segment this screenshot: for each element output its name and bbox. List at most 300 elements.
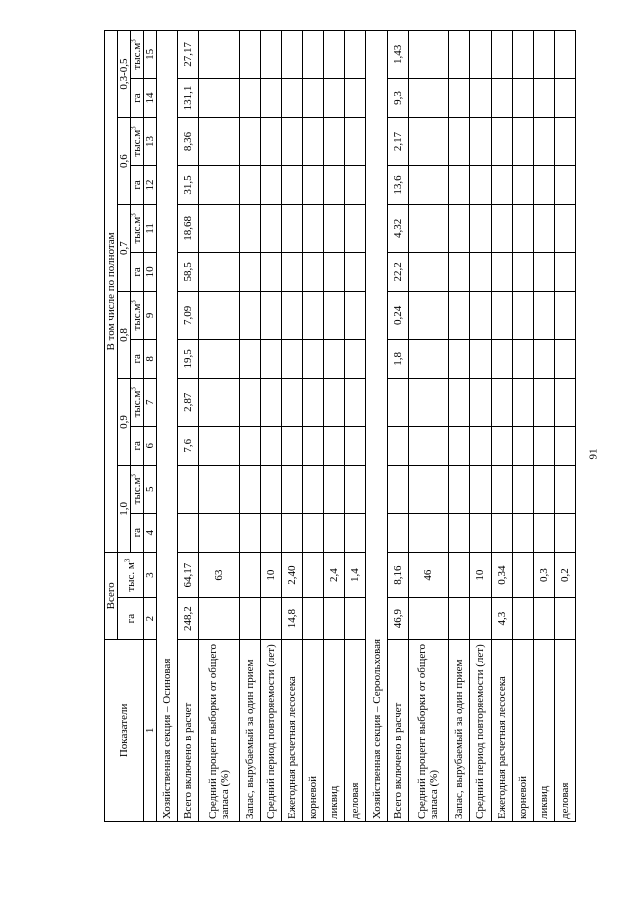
- table-cell: 0,3: [533, 552, 554, 598]
- header-unit-ha: га: [131, 426, 144, 465]
- table-cell: [345, 339, 366, 378]
- table-cell: [239, 252, 260, 291]
- unit-text: тыс.м: [131, 216, 143, 244]
- column-number: 10: [144, 252, 157, 291]
- table-cell: [282, 205, 303, 253]
- table-cell: [260, 598, 281, 639]
- table-cell: 248,2: [178, 598, 199, 639]
- column-number: 8: [144, 339, 157, 378]
- table-cell: [449, 31, 470, 79]
- table-cell: [512, 118, 533, 166]
- table-cell: [303, 78, 324, 117]
- table-cell: [282, 165, 303, 204]
- header-total: Всего: [105, 552, 118, 639]
- table-cell: [324, 465, 345, 513]
- table-cell: 2,87: [178, 378, 199, 426]
- table-cell: [408, 598, 449, 639]
- table-cell: [512, 292, 533, 340]
- table-cell: [178, 465, 199, 513]
- column-number: 14: [144, 78, 157, 117]
- table-cell: [260, 465, 281, 513]
- unit-superscript: 3: [129, 213, 138, 217]
- table-cell: [239, 378, 260, 426]
- table-cell: [345, 513, 366, 552]
- row-label: Средний период повторяемости (лет): [260, 639, 281, 821]
- table-cell: [239, 78, 260, 117]
- unit-superscript: 3: [122, 558, 131, 563]
- table-cell: [449, 426, 470, 465]
- table-cell: [178, 513, 199, 552]
- column-number: 5: [144, 465, 157, 513]
- table-cell: [199, 78, 240, 117]
- table-cell: [449, 78, 470, 117]
- row-label: Всего включено в расчет: [178, 639, 199, 821]
- header-density-0: 1,0: [118, 465, 131, 552]
- table-cell: [239, 552, 260, 598]
- table-cell: [470, 339, 491, 378]
- table-cell: [512, 205, 533, 253]
- table-cell: [260, 165, 281, 204]
- row-label: корневой: [303, 639, 324, 821]
- row-label: ликвид: [533, 639, 554, 821]
- table-cell: [303, 31, 324, 79]
- unit-text: тыс.м: [131, 42, 143, 70]
- column-number: 12: [144, 165, 157, 204]
- table-cell: [512, 598, 533, 639]
- table-cell: [260, 292, 281, 340]
- table-cell: [345, 378, 366, 426]
- unit-superscript: 3: [129, 474, 138, 478]
- table-cell: 46,9: [387, 598, 408, 639]
- unit-superscript: 3: [129, 300, 138, 304]
- header-by-density: В том числе по полнотам: [105, 31, 118, 553]
- table-cell: [345, 205, 366, 253]
- table-cell: 10: [260, 552, 281, 598]
- table-cell: [512, 78, 533, 117]
- table-cell: [408, 339, 449, 378]
- table-cell: 46: [408, 552, 449, 598]
- unit-text: тыс.м: [131, 390, 143, 418]
- header-density-2: 0,8: [118, 292, 131, 379]
- table-cell: [199, 513, 240, 552]
- header-unit-volume: [131, 31, 144, 79]
- table-cell: [303, 426, 324, 465]
- table-cell: [512, 513, 533, 552]
- table-cell: 14,8: [282, 598, 303, 639]
- header-indicator: Показатели: [105, 639, 144, 821]
- table-cell: [303, 598, 324, 639]
- table-cell: [282, 513, 303, 552]
- table-cell: [303, 252, 324, 291]
- table-cell: 10: [470, 552, 491, 598]
- table-cell: [239, 465, 260, 513]
- table-cell: [324, 31, 345, 79]
- table-cell: [408, 465, 449, 513]
- table-cell: [324, 292, 345, 340]
- row-label: корневой: [512, 639, 533, 821]
- table-cell: [282, 118, 303, 166]
- table-cell: [470, 118, 491, 166]
- table-cell: [533, 426, 554, 465]
- table-cell: [512, 426, 533, 465]
- table-cell: [470, 598, 491, 639]
- table-cell: [449, 598, 470, 639]
- section-title: Хозяйственная секция – Сероольховая: [366, 31, 387, 822]
- table-cell: [324, 118, 345, 166]
- table-cell: [491, 165, 512, 204]
- section-row: [157, 31, 178, 822]
- table-cell: [554, 426, 575, 465]
- table-cell: [408, 292, 449, 340]
- table-cell: [491, 252, 512, 291]
- column-number: 1: [144, 639, 157, 821]
- table-cell: [324, 252, 345, 291]
- header-unit-ha: га: [131, 252, 144, 291]
- table-cell: 31,5: [178, 165, 199, 204]
- table-cell: [345, 598, 366, 639]
- column-number: 13: [144, 118, 157, 166]
- table-cell: [303, 118, 324, 166]
- table-cell: [282, 378, 303, 426]
- table-cell: [491, 465, 512, 513]
- table-cell: [470, 31, 491, 79]
- table-cell: [324, 205, 345, 253]
- table-cell: [239, 292, 260, 340]
- table-cell: [324, 426, 345, 465]
- table-cell: [260, 339, 281, 378]
- table-cell: [491, 339, 512, 378]
- table-cell: [282, 426, 303, 465]
- table-cell: [199, 426, 240, 465]
- table-row: [408, 31, 449, 822]
- column-number: 11: [144, 205, 157, 253]
- table-cell: 1,4: [345, 552, 366, 598]
- table-cell: [239, 118, 260, 166]
- row-label: Запас, вырубаемый за один прием: [239, 639, 260, 821]
- table-cell: [533, 205, 554, 253]
- table-row: [178, 31, 199, 822]
- table-cell: [554, 598, 575, 639]
- unit-superscript: 3: [129, 39, 138, 43]
- table-cell: [239, 513, 260, 552]
- table-cell: [324, 339, 345, 378]
- table-cell: [533, 252, 554, 291]
- column-number: 9: [144, 292, 157, 340]
- table-cell: [324, 165, 345, 204]
- table-cell: 0,24: [387, 292, 408, 340]
- table-row: [470, 31, 491, 822]
- table-cell: [239, 31, 260, 79]
- header-density-3: 0,7: [118, 205, 131, 292]
- table-cell: [408, 118, 449, 166]
- row-label: деловая: [345, 639, 366, 821]
- table-row: [239, 31, 260, 822]
- table-cell: [303, 552, 324, 598]
- table-cell: 2,40: [282, 552, 303, 598]
- unit-superscript: 3: [129, 387, 138, 391]
- table-cell: 2,17: [387, 118, 408, 166]
- table-cell: [491, 205, 512, 253]
- table-cell: [491, 292, 512, 340]
- table-cell: [239, 426, 260, 465]
- table-cell: [282, 252, 303, 291]
- table-cell: [408, 31, 449, 79]
- table-cell: [449, 118, 470, 166]
- header-unit-volume: [131, 465, 144, 513]
- table-cell: [512, 465, 533, 513]
- table-cell: [512, 165, 533, 204]
- header-unit-volume: [131, 118, 144, 166]
- table-cell: 58,5: [178, 252, 199, 291]
- table-cell: 8,36: [178, 118, 199, 166]
- header-unit-volume: [131, 378, 144, 426]
- table-cell: [345, 252, 366, 291]
- table-cell: [324, 378, 345, 426]
- table-cell: [282, 31, 303, 79]
- table-cell: [303, 513, 324, 552]
- table-cell: [282, 78, 303, 117]
- row-label: Всего включено в расчет: [387, 639, 408, 821]
- table-cell: [303, 292, 324, 340]
- table-cell: 1,43: [387, 31, 408, 79]
- column-number: 4: [144, 513, 157, 552]
- header-density-5: 0,3-0,5: [118, 31, 131, 118]
- table-cell: [533, 598, 554, 639]
- table-cell: [199, 31, 240, 79]
- table-cell: [345, 165, 366, 204]
- header-total-volume: [118, 552, 144, 598]
- table-cell: [408, 426, 449, 465]
- table-cell: [449, 465, 470, 513]
- table-cell: [282, 292, 303, 340]
- table-cell: 9,3: [387, 78, 408, 117]
- header-density-4: 0,6: [118, 118, 131, 205]
- table-cell: [260, 78, 281, 117]
- table-cell: [533, 339, 554, 378]
- table-cell: [199, 339, 240, 378]
- table-cell: 0,2: [554, 552, 575, 598]
- table-cell: [408, 513, 449, 552]
- table-cell: [449, 165, 470, 204]
- table-cell: [260, 252, 281, 291]
- table-cell: [533, 292, 554, 340]
- table-cell: 4,3: [491, 598, 512, 639]
- table-cell: [449, 513, 470, 552]
- table-cell: [408, 252, 449, 291]
- table-row: [533, 31, 554, 822]
- unit-text: тыс. м: [124, 562, 137, 592]
- table-cell: [282, 465, 303, 513]
- table-cell: [199, 252, 240, 291]
- table-cell: [260, 378, 281, 426]
- table-cell: [303, 465, 324, 513]
- table-cell: [533, 118, 554, 166]
- table-cell: [408, 205, 449, 253]
- table-cell: [345, 292, 366, 340]
- unit-text: тыс.м: [131, 477, 143, 505]
- row-label: Средний процент выборки от общего запаса (%): [199, 639, 240, 821]
- row-label: Запас, вырубаемый за один прием: [449, 639, 470, 821]
- row-label: Ежегодная расчетная лесосека: [282, 639, 303, 821]
- header-unit-ha: га: [131, 339, 144, 378]
- table-cell: [239, 165, 260, 204]
- table-cell: [512, 31, 533, 79]
- table-cell: 19,5: [178, 339, 199, 378]
- table-cell: [387, 426, 408, 465]
- table-cell: [449, 378, 470, 426]
- table-row: [303, 31, 324, 822]
- header-column-numbers: [144, 31, 157, 822]
- table-cell: [554, 165, 575, 204]
- table-row: [324, 31, 345, 822]
- table-cell: 2,4: [324, 552, 345, 598]
- table-cell: [470, 205, 491, 253]
- table-cell: [533, 378, 554, 426]
- table-cell: [199, 292, 240, 340]
- table-row: [282, 31, 303, 822]
- table-cell: [239, 598, 260, 639]
- table-cell: [470, 465, 491, 513]
- table-cell: [533, 165, 554, 204]
- table-cell: [554, 78, 575, 117]
- table-cell: [260, 118, 281, 166]
- table-row: [554, 31, 575, 822]
- table-cell: [449, 339, 470, 378]
- table-cell: [491, 378, 512, 426]
- header-unit-volume: [131, 292, 144, 340]
- table-cell: 4,32: [387, 205, 408, 253]
- table-cell: [554, 205, 575, 253]
- table-cell: [345, 465, 366, 513]
- cutting-area-table: [104, 30, 576, 822]
- table-row: [345, 31, 366, 822]
- table-cell: [260, 205, 281, 253]
- table-cell: 0,34: [491, 552, 512, 598]
- table-cell: [470, 292, 491, 340]
- table-cell: [491, 78, 512, 117]
- table-cell: [470, 426, 491, 465]
- table-cell: [239, 205, 260, 253]
- header-unit-ha: га: [131, 513, 144, 552]
- table-cell: [387, 378, 408, 426]
- header-unit-ha: га: [131, 165, 144, 204]
- table-cell: [199, 598, 240, 639]
- table-cell: [387, 465, 408, 513]
- table-cell: [303, 165, 324, 204]
- table-cell: [554, 378, 575, 426]
- table-cell: 22,2: [387, 252, 408, 291]
- table-cell: [554, 252, 575, 291]
- table-cell: [260, 426, 281, 465]
- table-cell: [470, 252, 491, 291]
- table-cell: [303, 205, 324, 253]
- header-unit-ha: га: [131, 78, 144, 117]
- table-cell: [260, 31, 281, 79]
- table-cell: [512, 339, 533, 378]
- page-number: 91: [587, 448, 600, 460]
- table-cell: [449, 292, 470, 340]
- table-cell: 63: [199, 552, 240, 598]
- table-cell: 7,6: [178, 426, 199, 465]
- table-cell: [470, 513, 491, 552]
- table-cell: [554, 292, 575, 340]
- table-cell: [533, 465, 554, 513]
- table-cell: [282, 339, 303, 378]
- unit-superscript: 3: [129, 126, 138, 130]
- row-label: деловая: [554, 639, 575, 821]
- table-cell: [554, 31, 575, 79]
- unit-text: тыс.м: [131, 303, 143, 331]
- table-header: [105, 31, 157, 822]
- rotated-table-container: [104, 30, 576, 822]
- table-cell: 7,09: [178, 292, 199, 340]
- header-density-1: 0,9: [118, 378, 131, 465]
- table-cell: [512, 378, 533, 426]
- table-cell: [324, 598, 345, 639]
- table-cell: 64,17: [178, 552, 199, 598]
- table-cell: [491, 426, 512, 465]
- table-row: [449, 31, 470, 822]
- table-cell: [533, 78, 554, 117]
- table-cell: [491, 31, 512, 79]
- table-cell: [533, 513, 554, 552]
- table-cell: [345, 78, 366, 117]
- table-row: [260, 31, 281, 822]
- table-cell: [554, 465, 575, 513]
- table-cell: [512, 252, 533, 291]
- table-cell: [449, 252, 470, 291]
- table-cell: 18,68: [178, 205, 199, 253]
- table-cell: [303, 378, 324, 426]
- table-cell: [199, 465, 240, 513]
- table-cell: [239, 339, 260, 378]
- table-cell: [199, 118, 240, 166]
- column-number: 2: [144, 598, 157, 639]
- table-cell: [324, 78, 345, 117]
- row-label: Средний процент выборки от общего запаса (%): [408, 639, 449, 821]
- column-number: 15: [144, 31, 157, 79]
- column-number: 7: [144, 378, 157, 426]
- column-number: 3: [144, 552, 157, 598]
- table-cell: [345, 426, 366, 465]
- table-row: [387, 31, 408, 822]
- table-cell: [554, 118, 575, 166]
- table-body: [157, 31, 576, 822]
- table-cell: 27,17: [178, 31, 199, 79]
- table-cell: [408, 378, 449, 426]
- header-total-ha: га: [118, 598, 144, 639]
- table-cell: [491, 118, 512, 166]
- table-cell: [470, 78, 491, 117]
- table-cell: [533, 31, 554, 79]
- table-cell: [324, 513, 345, 552]
- table-cell: [345, 118, 366, 166]
- table-cell: [554, 513, 575, 552]
- table-cell: 8,16: [387, 552, 408, 598]
- row-label: ликвид: [324, 639, 345, 821]
- table-cell: [470, 378, 491, 426]
- table-row: [512, 31, 533, 822]
- table-cell: [470, 165, 491, 204]
- table-cell: [408, 165, 449, 204]
- table-cell: [408, 78, 449, 117]
- column-number: 6: [144, 426, 157, 465]
- table-cell: [199, 378, 240, 426]
- row-label: Ежегодная расчетная лесосека: [491, 639, 512, 821]
- table-cell: [260, 513, 281, 552]
- section-row: [366, 31, 387, 822]
- table-cell: [199, 205, 240, 253]
